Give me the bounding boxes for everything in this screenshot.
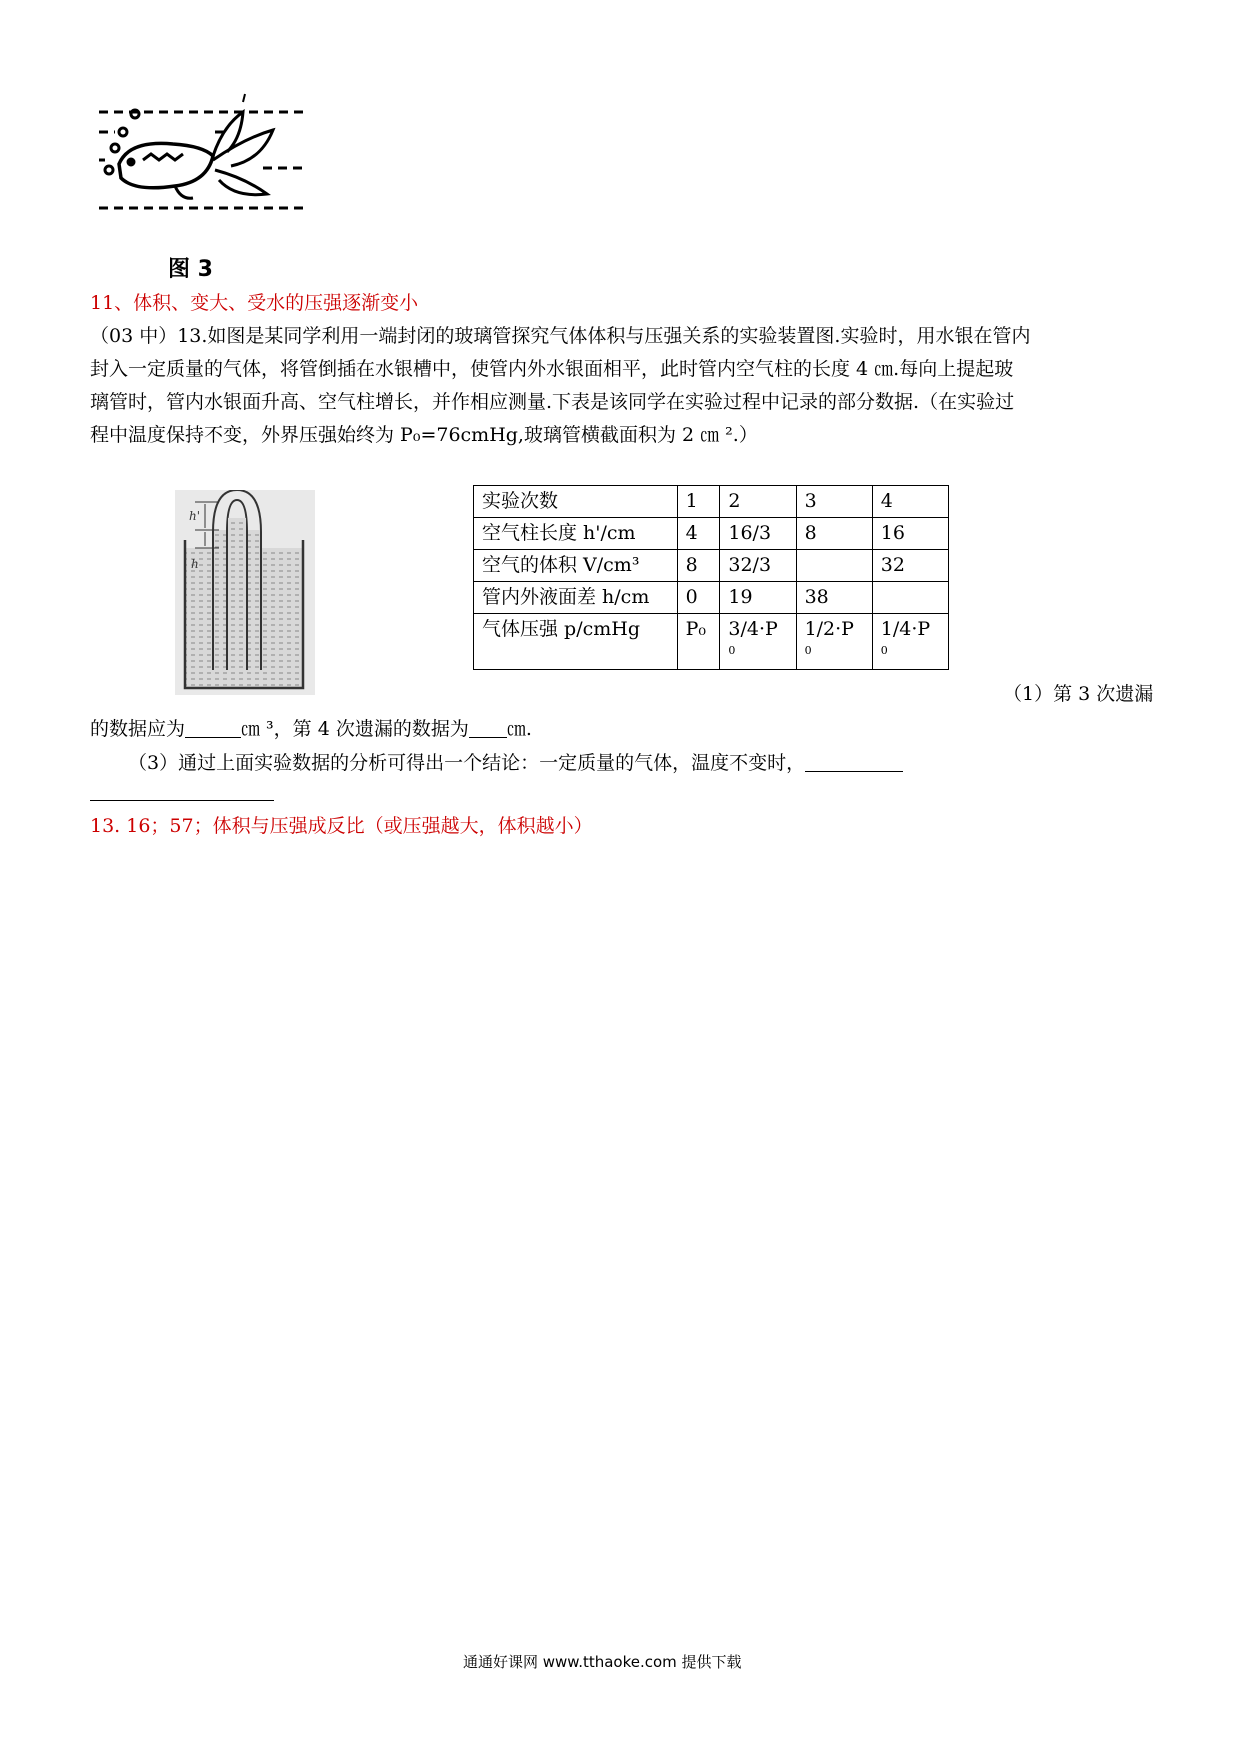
- table-cell: [796, 550, 872, 582]
- answer-blank[interactable]: [469, 717, 507, 738]
- answer-blank[interactable]: [805, 751, 903, 772]
- question-1-text: 的数据应为: [90, 718, 186, 740]
- page-footer: 通通好课网 www.tthaoke.com 提供下载: [463, 1653, 742, 1671]
- apparatus-figure: [175, 490, 315, 695]
- table-cell: 4: [872, 486, 948, 518]
- answer-underline[interactable]: [90, 800, 274, 801]
- pressure-value: 1/2·P: [804, 618, 854, 640]
- table-cell: P₀: [677, 614, 720, 670]
- table-cell: 8: [796, 518, 872, 550]
- table-cell: [796, 614, 872, 670]
- table-cell: 实验次数: [474, 486, 678, 518]
- question-1-unit: ㎝.: [506, 718, 532, 740]
- h-prime-label: h': [189, 509, 201, 523]
- table-cell: 空气柱长度 h'/cm: [474, 518, 678, 550]
- pressure-value: 1/4·P: [880, 618, 931, 640]
- h-label: h: [191, 557, 199, 571]
- pressure-subscript: 0: [728, 644, 736, 657]
- table-cell: 16/3: [720, 518, 796, 550]
- table-cell: 3: [796, 486, 872, 518]
- pressure-subscript: 0: [804, 644, 812, 657]
- table-cell: 32: [872, 550, 948, 582]
- answer-text: 13. 16；57；体积与压强成反比（或压强越大，体积越小）: [90, 815, 593, 837]
- table-cell: 管内外液面差 h/cm: [474, 582, 678, 614]
- question-3-line: [128, 747, 903, 780]
- table-cell: 8: [677, 550, 720, 582]
- table-cell: [872, 614, 948, 670]
- table-cell: [720, 614, 796, 670]
- table-cell: 38: [796, 582, 872, 614]
- problem-line-1: （03 中）13.如图是某同学利用一端封闭的玻璃管探究气体体积与压强关系的实验装置图.实验时，用水银在管内: [90, 325, 1031, 347]
- table-cell: [872, 582, 948, 614]
- problem-line-3: 璃管时，管内水银面升高、空气柱增长，并作相应测量.下表是该同学在实验过程中记录的部分数据.（在实验过: [90, 391, 1015, 413]
- question-1-unit: ㎝ ³，第 4 次遗漏的数据为: [241, 718, 469, 740]
- pressure-subscript: 0: [880, 644, 888, 657]
- table-row: [474, 550, 949, 582]
- table-cell: 气体压强 p/cmHg: [474, 614, 678, 670]
- table-cell: 1: [677, 486, 720, 518]
- table-cell: 4: [677, 518, 720, 550]
- table-row: [474, 518, 949, 550]
- problem-line-2: 封入一定质量的气体，将管倒插在水银槽中，使管内外水银面相平，此时管内空气柱的长度 4 ㎝.每向上提起玻: [90, 358, 1014, 380]
- pressure-value: 3/4·P: [728, 618, 778, 640]
- question-3-text: （3）通过上面实验数据的分析可得出一个结论：一定质量的气体，温度不变时，: [128, 752, 806, 774]
- fish-figure: [95, 90, 310, 220]
- table-cell: 19: [720, 582, 796, 614]
- answer-blank[interactable]: [185, 717, 241, 738]
- table-cell: 2: [720, 486, 796, 518]
- section-title: 11、体积、变大、受水的压强逐渐变小: [90, 292, 419, 314]
- problem-line-4: 程中温度保持不变，外界压强始终为 P₀=76cmHg,玻璃管横截面积为 2 ㎝ ².）: [90, 424, 758, 446]
- table-cell: 32/3: [720, 550, 796, 582]
- table-cell: 0: [677, 582, 720, 614]
- table-row: [474, 582, 949, 614]
- data-table: [473, 485, 949, 670]
- table-row: [474, 486, 949, 518]
- table-row: [474, 614, 949, 670]
- question-1-line: [90, 713, 532, 746]
- table-cell: 16: [872, 518, 948, 550]
- question-1-start: （1）第 3 次遗漏: [1003, 683, 1154, 705]
- table-cell: 空气的体积 V/cm³: [474, 550, 678, 582]
- figure-caption: 图 3: [168, 257, 213, 282]
